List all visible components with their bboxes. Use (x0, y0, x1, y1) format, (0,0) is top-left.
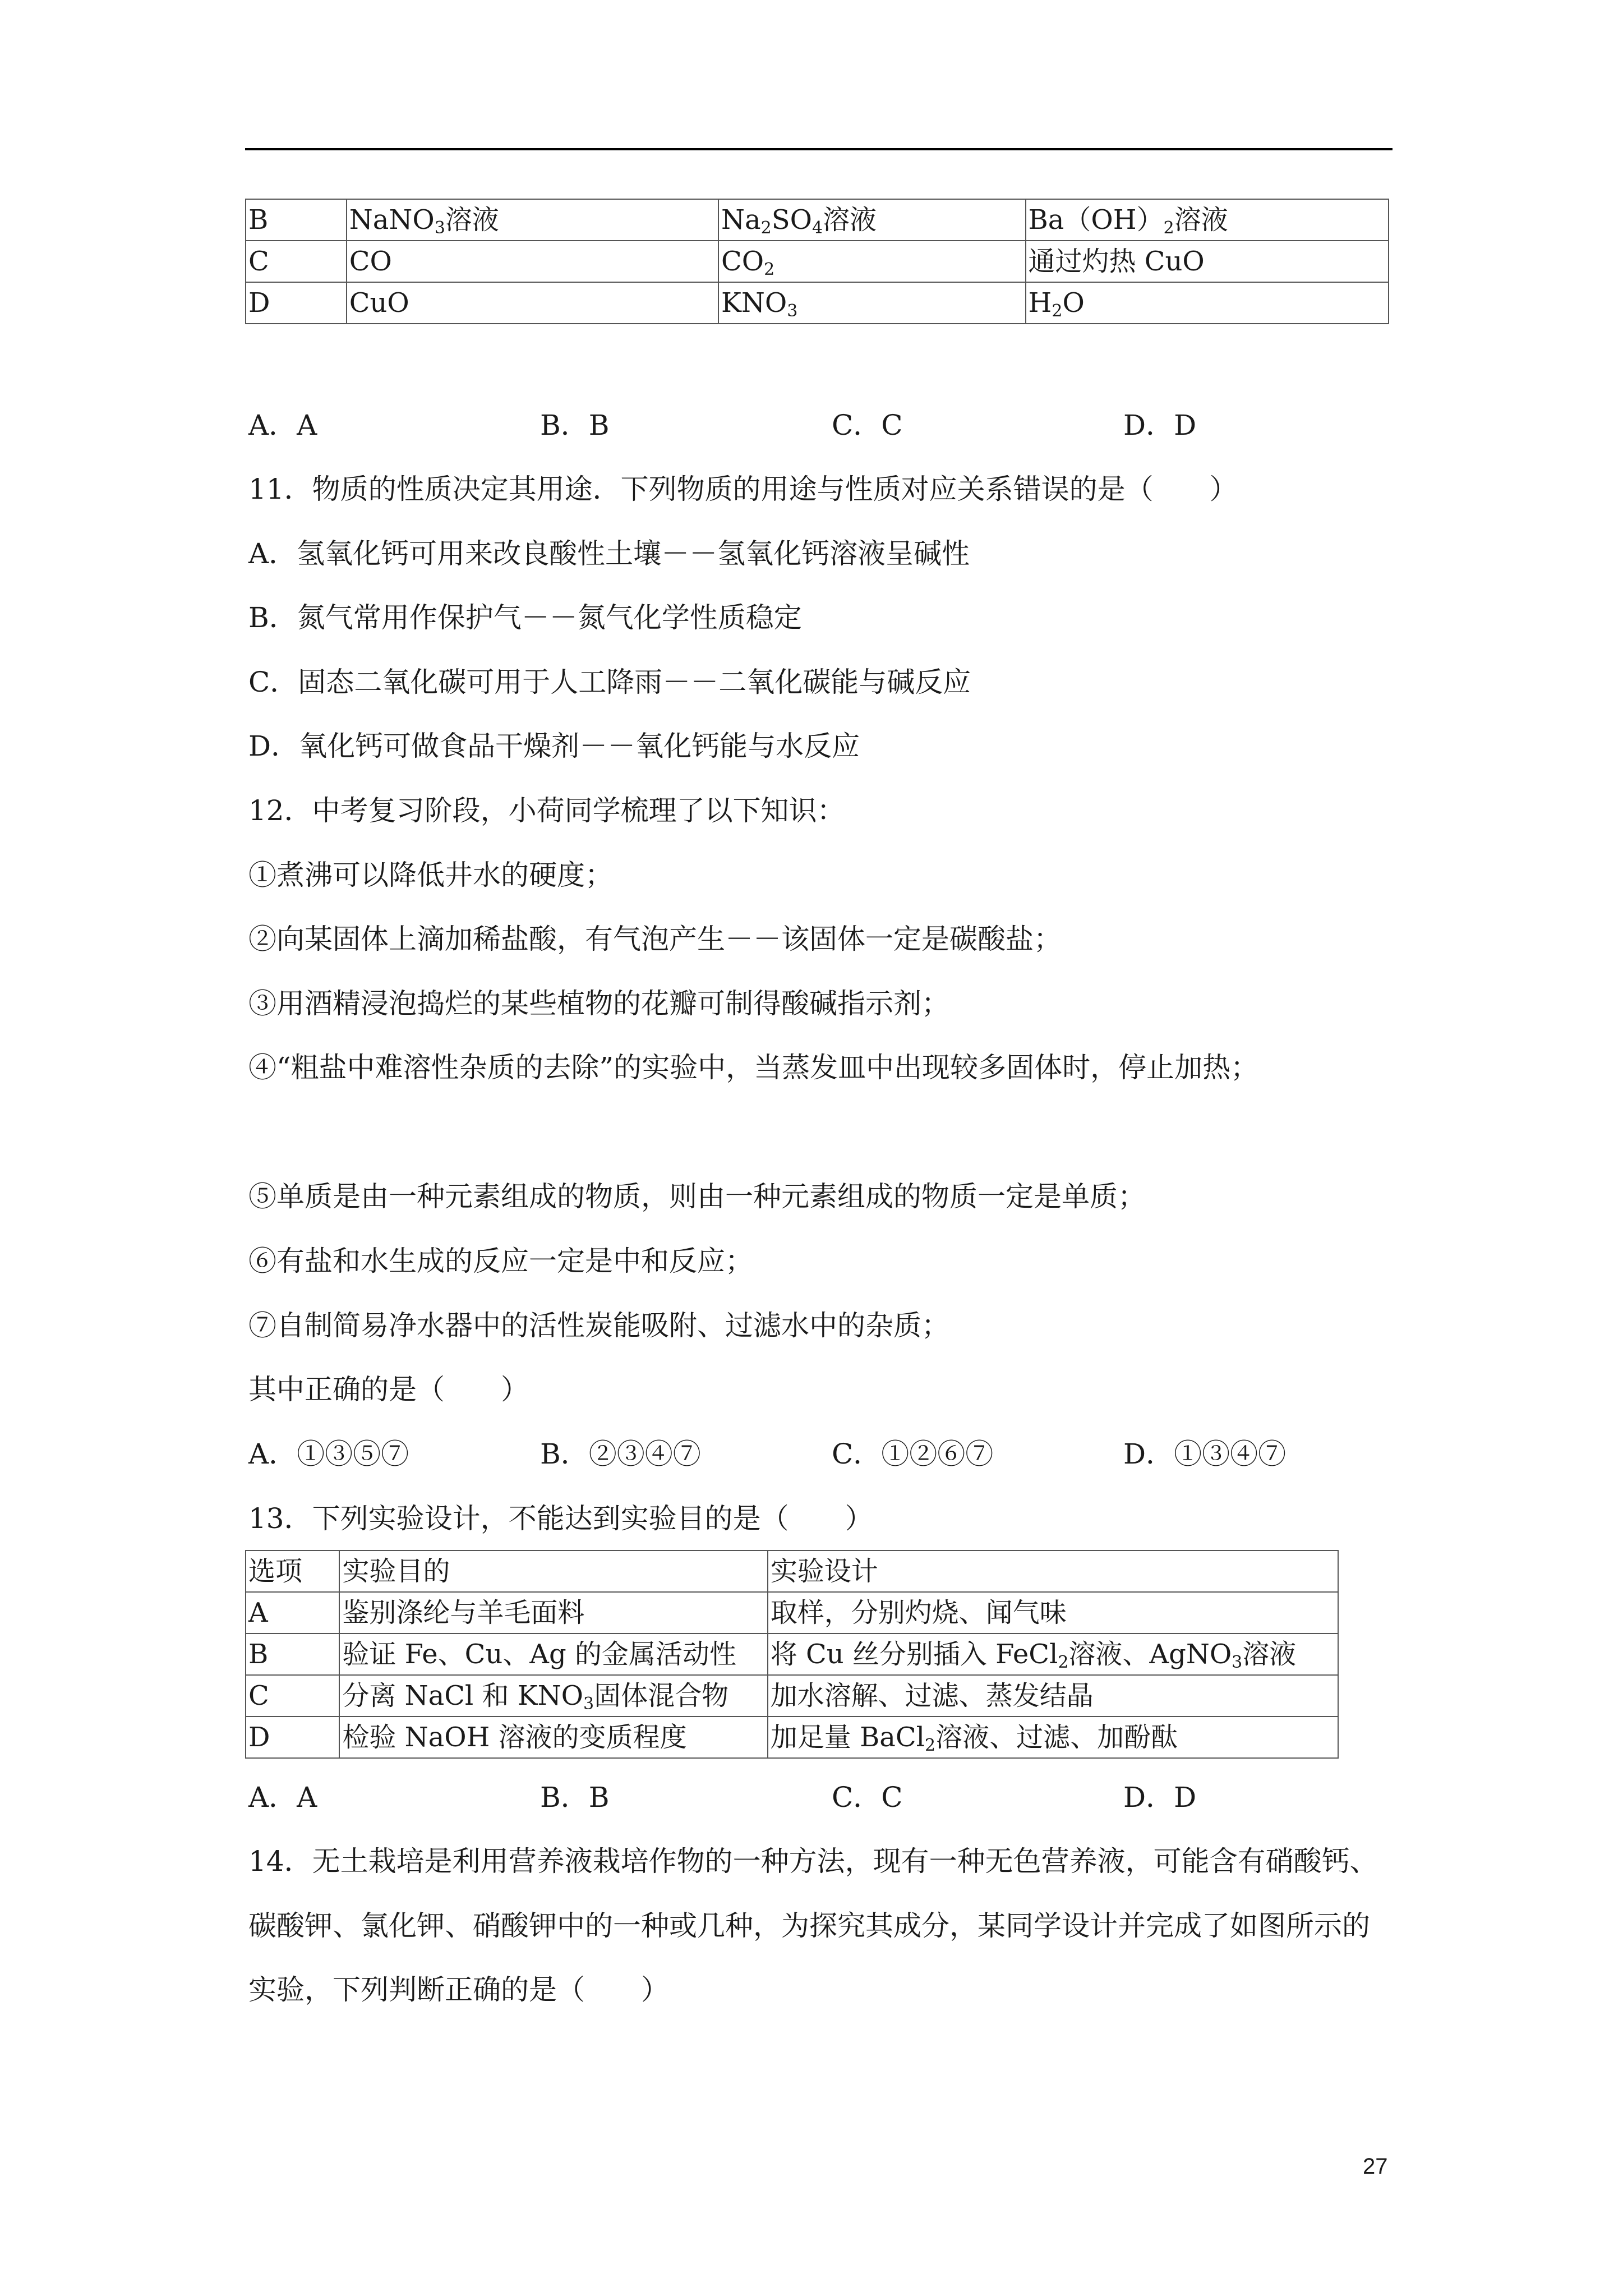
q13-table (245, 1550, 1339, 1759)
header-goal: 实验目的 (339, 1550, 767, 1592)
q11-stem: 11．物质的性质决定其用途．下列物质的用途与性质对应关系错误的是（ ） (248, 473, 1238, 505)
design-cell: 加足量 BaCl$_2$溶液、过滤、加酚酞 (768, 1717, 1338, 1758)
substance-cell: NaNO$_3$溶液 (347, 199, 718, 241)
option-a[interactable]: A．A (248, 409, 317, 441)
q12-item: ⑦自制简易净水器中的活性炭能吸附、过滤水中的杂质； (248, 1309, 949, 1342)
option-d[interactable]: D．D (1123, 409, 1197, 441)
option-a[interactable]: A．①③⑤⑦ (248, 1438, 409, 1470)
table-header-row (246, 1550, 1338, 1592)
q10-table (245, 199, 1389, 324)
substance-cell: CO (347, 241, 718, 282)
goal-cell: 检验 NaOH 溶液的变质程度 (339, 1717, 767, 1758)
q14-line: 14．无土栽培是利用营养液栽培作物的一种方法，现有一种无色营养液，可能含有硝酸钙、 (248, 1845, 1378, 1878)
substance-cell: $KNO_3$ (718, 282, 1026, 324)
option-b[interactable]: B．B (540, 1781, 610, 1814)
reagent-cell: $H_2O$ (1026, 282, 1389, 324)
q13-options (248, 1780, 1393, 1814)
table-row (246, 1634, 1338, 1675)
goal-cell: 鉴别涤纶与羊毛面料 (339, 1592, 767, 1634)
design-cell: 取样，分别灼烧、闻气味 (768, 1592, 1338, 1634)
table-row (246, 241, 1389, 282)
q12-options (248, 1437, 1393, 1471)
q12-item: ⑥有盐和水生成的反应一定是中和反应； (248, 1245, 753, 1277)
header-option: 选项 (246, 1550, 339, 1592)
q12-item: ⑤单质是由一种元素组成的物质，则由一种元素组成的物质一定是单质； (248, 1180, 1146, 1213)
option-c[interactable]: C．C (832, 1781, 903, 1814)
reagent-cell: $Ba(OH)_2$溶液 (1026, 199, 1389, 241)
q10-options (248, 408, 1393, 442)
q12-item: ④“粗盐中难溶性杂质的去除”的实验中，当蒸发皿中出现较多固体时，停止加热； (248, 1051, 1259, 1084)
option-b[interactable]: B．②③④⑦ (540, 1438, 701, 1470)
substance-cell: $CO_2$ (718, 241, 1026, 282)
table-row (246, 1717, 1338, 1758)
option-d[interactable]: D．①③④⑦ (1123, 1438, 1287, 1470)
q11-option-d[interactable]: D．氧化钙可做食品干燥剂－－氧化钙能与水反应 (248, 730, 860, 762)
q12-stem: 12．中考复习阶段，小荷同学梳理了以下知识： (248, 794, 845, 827)
option-c[interactable]: C．①②⑥⑦ (832, 1438, 994, 1470)
table-row (246, 199, 1389, 241)
q12-item: ②向某固体上滴加稀盐酸，有气泡产生－－该固体一定是碳酸盐； (248, 923, 1062, 955)
option-cell: D (246, 1717, 339, 1758)
q14-line: 碳酸钾、氯化钾、硝酸钾中的一种或几种，为探究其成分，某同学设计并完成了如图所示的 (248, 1910, 1370, 1942)
goal-cell: 分离 NaCl 和 $KNO_3$固体混合物 (339, 1675, 767, 1717)
table-row (246, 1592, 1338, 1634)
table-row (246, 1675, 1338, 1717)
substance-cell: $Na_2SO_4$溶液 (718, 199, 1026, 241)
design-cell: 将 Cu 丝分别插入 FeCl$_2$溶液、AgNO$_3$溶液 (768, 1634, 1338, 1675)
page-number: 27 (1363, 2154, 1388, 2179)
q11-option-b[interactable]: B．氮气常用作保护气－－氮气化学性质稳定 (248, 601, 802, 634)
option-d[interactable]: D．D (1123, 1781, 1197, 1814)
design-cell: 加水溶解、过滤、蒸发结晶 (768, 1675, 1338, 1717)
option-cell: B (246, 199, 347, 241)
q11-option-c[interactable]: C．固态二氧化碳可用于人工降雨－－二氧化碳能与碱反应 (248, 666, 971, 698)
reagent-cell: 通过灼热 CuO (1026, 241, 1389, 282)
substance-cell: CuO (347, 282, 718, 324)
option-cell: C (246, 241, 347, 282)
q13-stem: 13．下列实验设计，不能达到实验目的是（ ） (248, 1502, 873, 1535)
option-b[interactable]: B．B (540, 409, 610, 441)
option-c[interactable]: C．C (832, 409, 903, 441)
option-a[interactable]: A．A (248, 1781, 317, 1814)
q12-item: ①煮沸可以降低井水的硬度； (248, 859, 613, 891)
header-rule (245, 148, 1393, 150)
option-cell: B (246, 1634, 339, 1675)
q12-prompt: 其中正确的是（ ） (248, 1373, 529, 1406)
option-cell: A (246, 1592, 339, 1634)
q14-line: 实验，下列判断正确的是（ ） (248, 1973, 669, 2006)
option-cell: D (246, 282, 347, 324)
q12-item: ③用酒精浸泡捣烂的某些植物的花瓣可制得酸碱指示剂； (248, 987, 949, 1020)
goal-cell: 验证 Fe、Cu、Ag 的金属活动性 (339, 1634, 767, 1675)
option-cell: C (246, 1675, 339, 1717)
table-row (246, 282, 1389, 324)
q11-option-a[interactable]: A．氢氧化钙可用来改良酸性土壤－－氢氧化钙溶液呈碱性 (248, 537, 970, 570)
header-design: 实验设计 (768, 1550, 1338, 1592)
